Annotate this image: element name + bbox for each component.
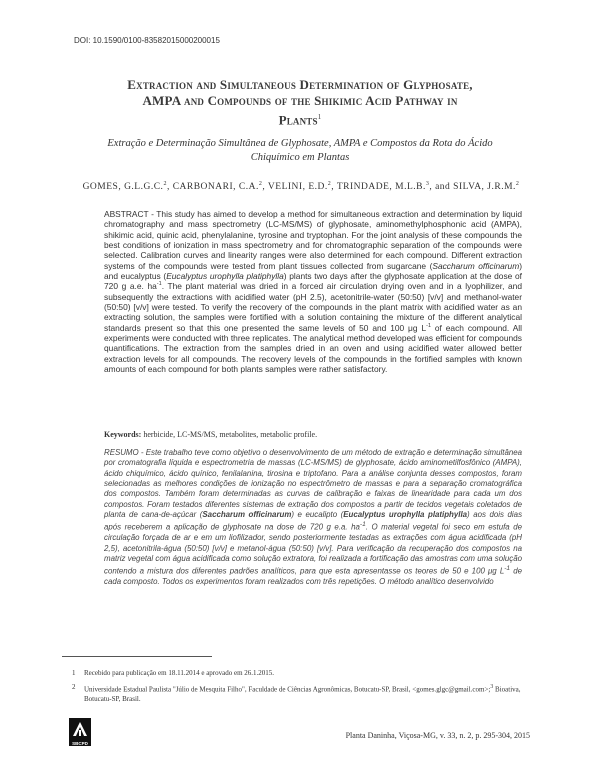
journal-citation: Planta Daninha, Viçosa-MG, v. 33, n. 2, p. 295-304, 2015 [345, 731, 530, 740]
footnote-3-text: Bioativa, Botucatu-SP, Brasil. [84, 685, 521, 704]
resumo-text-1: RESUMO - Este trabalho teve como objetivo o desenvolvimento de um método de extração e determinação simultânea por cromatografia líquida e espectrometria de massas (LC-MS/MS) de glyphosate, ácido aminometilfosfônico (AMPA), ácido chiquímico, ácido quínico, fenilalanina, tirosina e triptofano. Para a análise conjunta desses compostos, foram selecionadas as melhores condições de ionização no espectrômetro de massas e para a separação cromatográfica dos compostos. Também foram determinadas as curvas de calibração e faixas de linearidade para cada um dos compostos. Foram testados diferentes sistemas de extração dos compostos a partir de tecidos vegetais coletados de planta de cana-de-açúcar ( [104, 448, 522, 520]
footnote-divider [62, 656, 212, 657]
resumo-text-5: de cada composto. Todos os experimentos foram realizados com três repetições. O método analítico desenvolvido [104, 567, 522, 587]
author-4: , TRINDADE, M.L.B. [331, 182, 426, 193]
author-5-mark: 2 [515, 181, 520, 187]
keywords-line [104, 430, 522, 439]
title-line-3-text: Plants [278, 112, 318, 128]
logo-text: SBCPD [72, 741, 88, 746]
title-line-2: AMPA and Compounds of the Shikimic Acid Pathway in [142, 93, 458, 108]
author-5: , and SILVA, J.R.M. [429, 182, 516, 193]
abstract-paragraph [104, 209, 522, 375]
keywords-text: herbicide, LC-MS/MS, metabolites, metabolic profile. [141, 430, 318, 439]
resumo-text-2: ) e eucalipto ( [291, 510, 344, 520]
abstract-species-2: Eucalyptus urophylla platiphylla [166, 271, 284, 282]
footnote-1-text: Recebido para publicação em 18.11.2014 e aprovado em 26.1.2015. [84, 669, 275, 677]
resumo-paragraph [104, 448, 522, 588]
article-subtitle [90, 137, 510, 165]
footnote-3-number: 3 [490, 684, 494, 690]
abstract-sup-1: -1 [156, 281, 162, 288]
keywords-label: Keywords: [104, 430, 142, 439]
article-title [70, 77, 530, 128]
resumo-text-3: ) aos dois dias após receberem a aplicação de glyphosate na dose de 720 g e.a. ha [104, 510, 523, 533]
author-1-mark: 2 [163, 181, 167, 187]
author-list [76, 181, 526, 192]
author-3: , VELINI, E.D. [262, 182, 328, 193]
author-2-mark: 2 [258, 181, 263, 187]
resumo-species-1: Saccharum officinarum [202, 510, 292, 520]
footnote-1-number: 1 [72, 669, 76, 677]
author-3-mark: 2 [327, 181, 332, 187]
abstract-text-5: of each compound. All experiments were conducted with three replicates. The analytical method developed was efficient for compounds quantifications. The extraction from the samples dried in an oven and using acidified water allowed better extraction levels for all compounds. The recovery levels of the compounds in the fortified samples with known amounts of each compound for both plants samples were rather satisfactory. [104, 322, 522, 375]
footnote-2-number: 2 [72, 683, 76, 691]
subtitle-line-1: Extração e Determinação Simultânea de Glyphosate, AMPA e Compostos da Rota do Ácido [107, 138, 493, 149]
footnote-2-text: Universidade Estadual Paulista "Júlio de Mesquita Filho", Faculdade de Ciências Agronômicas, Botucatu-SP, Brasil, <gomes.glgc@gmail.com>; [84, 685, 491, 694]
abstract-text-3: ) plants two days after the glyphosate application at the dose of 720 g a.e. ha [104, 271, 522, 292]
title-line-3 [70, 109, 530, 128]
abstract-text-2: ) and eucalyptus ( [104, 260, 522, 282]
abstract-text-4: . The plant material was dried in a forced air circulation drying oven and in a lyophilizer, and subsequently the extractions with acidified water (pH 2.5), acetonitrile-water (50:50) [v/v] and methanol-water (50:50) [v/v] were tested. To verify the recovery of the compounds in the plant matrix with acidified water as an extracting solution, the samples were fortified with a solution containing the mixture of the different analytical standards present so that this one presented the same levels of 50 and 100 μg L [104, 281, 522, 333]
footnote-2 [72, 682, 524, 704]
author-1: GOMES, G.L.G.C. [82, 182, 164, 193]
footnote-1 [72, 668, 524, 678]
sbcpd-logo-icon [69, 718, 91, 746]
title-line-1: Extraction and Simultaneous Determination of Glyphosate, [127, 77, 473, 92]
abstract-text-1: ABSTRACT - This study has aimed to develop a method for simultaneous extraction and determination by liquid chromatography and mass spectrometry (LC-MS/MS) of glyphosate, aminomethylphosphonic acid (AMPA), shikimic acid, quinic acid, phenylalanine, tyrosine and tryptophan. For the joint analysis of these compounds the best conditions of ionization in mass spectrometry and for chromatographic separation of the compounds were selected. Calibration curves and linearity ranges were also determined for each compound. Different extraction systems of the compounds were tested from plant tissues collected from sugarcane ( [104, 209, 522, 271]
resumo-text-4: . O material vegetal foi seco em estufa de circulação forçada de ar e em um liofilizador, sendo posteriormente testadas as extrações com água acidificada (pH 2,5), acetonitrila-água (50:50) [v/v] e metanol-água (50:50) [v/v]. Para verificação da recuperação dos compostos na matriz vegetal com água acidificada como solução extratora, foi realizada a fortificação das amostras com uma solução contendo a mistura dos diferentes padrões analíticos, para que esta apresentasse os teores de 50 e 100 μg L [104, 523, 522, 577]
doi-line: DOI: 10.1590/0100-83582015000200015 [74, 36, 220, 45]
resumo-sup-1: -1 [359, 521, 366, 529]
resumo-sup-2: -1 [504, 565, 511, 573]
abstract-species-1: Saccharum officinarum [432, 260, 520, 271]
resumo-species-2: Eucalyptus urophylla platiphylla [343, 510, 468, 520]
author-2: , CARBONARI, C.A. [166, 182, 259, 193]
abstract-sup-2: -1 [426, 322, 431, 329]
subtitle-line-2: Chiquímico em Plantas [250, 152, 350, 163]
author-4-mark: 3 [425, 181, 430, 187]
title-footnote-mark[interactable]: 1 [317, 113, 322, 121]
